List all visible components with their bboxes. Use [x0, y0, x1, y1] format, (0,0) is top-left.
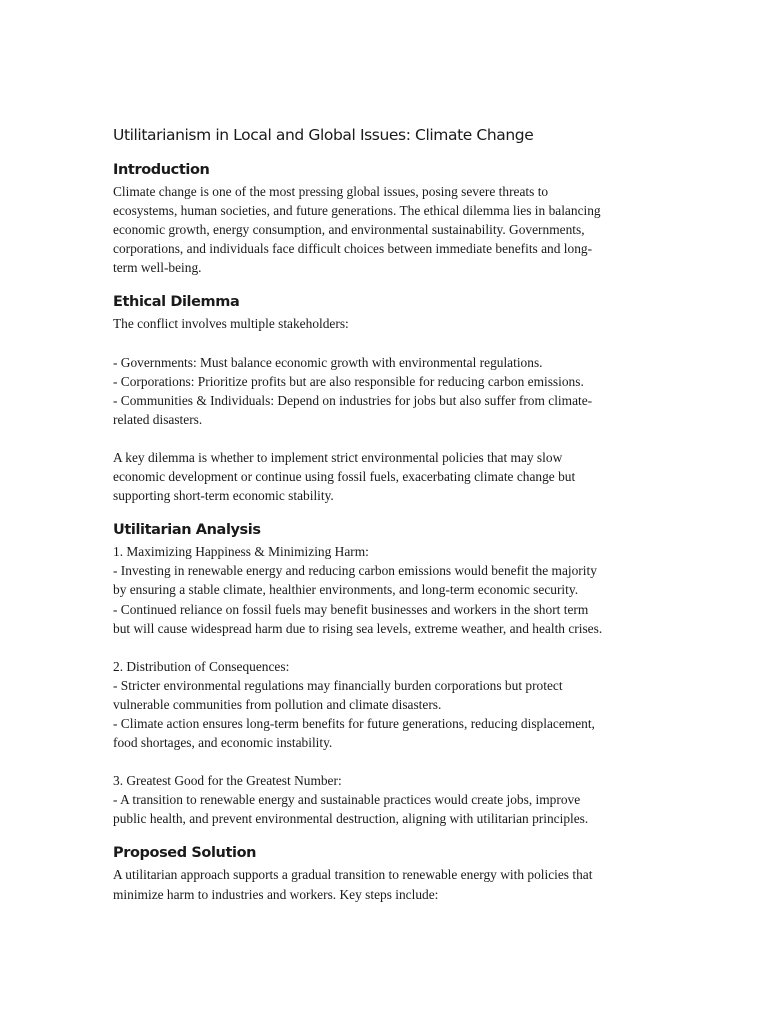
introduction-paragraph: Climate change is one of the most pressing global issues, posing severe threats to ecosystems, human societies, and future generations. The ethical dilemma lies in balancing economic growth, energy consumption, and environmental sustainability. Governments, corporations, and individuals face difficult choices between immediate benefits and long- term well-being.: [113, 184, 601, 276]
section-heading-ethical-dilemma: Ethical Dilemma: [113, 294, 240, 311]
document-page: [113, 124, 661, 919]
analysis-point-2: 2. Distribution of Consequences: - Stricter environmental regulations may financially burden corporations but protect vulnerable communities from pollution and climate disasters. - Climate action ensures long-term benefits for future generations, reducing displacement, food shortages, and economic instability.: [113, 658, 595, 751]
document-title: Utilitarianism in Local and Global Issues: Climate Change: [113, 126, 534, 144]
stakeholder-list: - Governments: Must balance economic growth with environmental regulations. - Corporations: Prioritize profits but are also responsible for reducing carbon emissions. - Communities & Individuals: Depend on industries for jobs but also suffer from climate- related disasters.: [113, 354, 593, 427]
section-utilitarian-analysis: [113, 520, 661, 828]
section-heading-introduction: Introduction: [113, 162, 210, 178]
analysis-point-3: 3. Greatest Good for the Greatest Number: - A transition to renewable energy and sustainable practices would create jobs, improve public health, and prevent environmental destruction, aligning with utilitarian principles.: [113, 773, 589, 827]
section-heading-proposed-solution: Proposed Solution: [113, 845, 257, 862]
paragraph-spacer: [113, 752, 661, 771]
section-proposed-solution: [113, 843, 661, 903]
section-heading-utilitarian-analysis: Utilitarian Analysis: [113, 522, 261, 539]
paragraph-spacer: [113, 334, 661, 353]
section-ethical-dilemma: [113, 292, 661, 505]
proposed-solution-paragraph: A utilitarian approach supports a gradual transition to renewable energy with policies that minimize harm to industries and workers. Key steps include:: [113, 867, 593, 902]
paragraph-spacer: [113, 429, 661, 448]
ethical-dilemma-intro: The conflict involves multiple stakeholders:: [113, 316, 349, 332]
analysis-point-1: 1. Maximizing Happiness & Minimizing Harm: - Investing in renewable energy and reducing carbon emissions would benefit the majority by ensuring a stable climate, healthier environments, and long-term economic security. - Continued reliance on fossil fuels may benefit businesses and workers in the short term but will cause widespread harm due to rising sea levels, extreme weather, and health crises.: [113, 544, 603, 636]
paragraph-spacer: [113, 638, 661, 657]
section-introduction: [113, 160, 661, 277]
key-dilemma-paragraph: A key dilemma is whether to implement strict environmental policies that may slow economic development or continue using fossil fuels, exacerbating climate change but supporting short-term economic stability.: [113, 449, 576, 504]
